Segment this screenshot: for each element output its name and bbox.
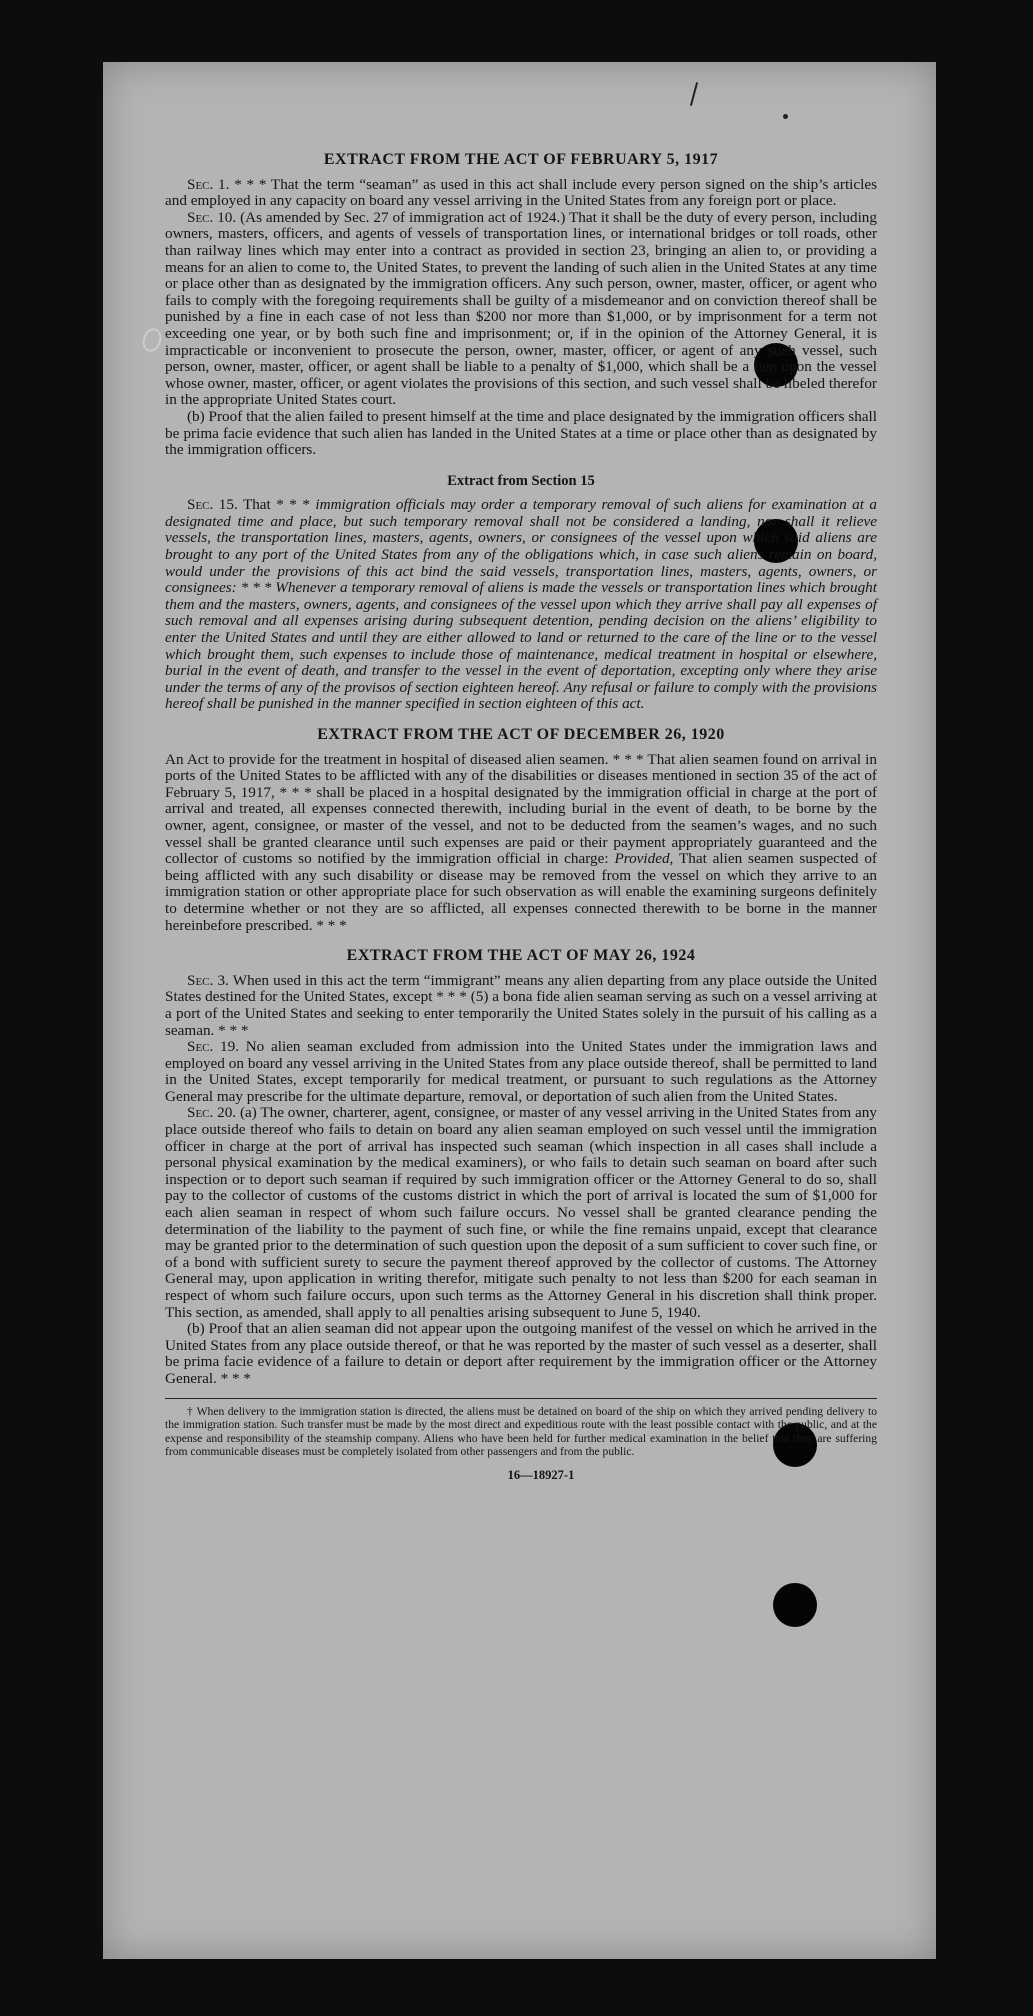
- section-text: No alien seaman excluded from admission into the United States under the immigration laws and employed on board any vessel arriving in the United States from any place outside thereof, shall be permitted to land in the United States, except temporarily for medical treatment, or pursuant to such regulations as the Attorney General may prescribe for the ultimate departure, removal, or deportation of such alien from the United States.: [165, 1038, 877, 1105]
- section-text: (As amended by Sec. 27 of immigration act of 1924.) That it shall be the duty of every person, including owners, masters, officers, and agents of vessels of transportation lines, or international bridges or toll roads, other than railway lines which may enter into a contract as provided in section 23, bringing an alien to, or providing a means for an alien to come to, the United States, to prevent the landing of such alien in the United States at any time or place other than as designated by the immigration officers. Any such person, owner, master, officer, or agent who fails to comply with the foregoing requirements shall be guilty of a misdemeanor and on conviction thereof shall be punished by a fine in each case of not less than $200 nor more than $1,000, or by imprisonment for a term not exceeding one year, or by both such fine and imprisonment; or, if in the opinion of the Attorney General, it is impracticable or inconvenient to prosecute the person, owner, master, officer, or agent of any such vessel, such person, owner, master, officer, or agent shall be liable to a penalty of $1,000, which shall be a lien upon the vessel whose owner, master, officer, or agent violates the provisions of this section, and such vessel shall be libeled therefor in the appropriate United States court.: [165, 208, 877, 409]
- document-text: [165, 148, 877, 1484]
- edge-mark: [139, 326, 164, 355]
- ink-dot: [783, 114, 788, 119]
- section-label: Sec. 10.: [187, 208, 237, 226]
- pen-mark: [690, 82, 698, 106]
- section-10-b: (b) Proof that the alien failed to present himself at the time and place designated by the immigration officers shall be prima facie evidence that such alien has landed in the United States at a time or place other than as designated by the immigration officers.: [165, 407, 877, 459]
- section-15: [165, 497, 877, 713]
- act-1920-text: [165, 752, 877, 935]
- section-19: [165, 1039, 877, 1105]
- section-text: When used in this act the term “immigrant” means any alien departing from any place outside the United States destined for the United States, except * * * (5) a bona fide alien seaman serving as such on a vessel arriving at a port of the United States and seeking to enter temporarily the United States solely in the pursuit of his calling as a seaman. * * *: [165, 971, 877, 1039]
- act-text-continued: That alien seamen suspected of being afflicted with any such disability or disease may be removed from the vessel on which they arrive to an immigration station or other appropriate place for such observation as will enable the examining surgeons definitely to determine whether or not they are so afflicted, all expenses connected therewith to be borne in the manner hereinbefore prescribed. * * *: [165, 850, 877, 934]
- section-text: immigration officials may order a temporary removal of such aliens for examination at a designated time and place, but such temporary removal shall not be considered a landing, nor shall it relieve vessels, the transportation lines, masters, agents, owners, or consignees of the vessel upon which said aliens are brought to any port of the United States from any of the obligations which, in case such aliens remain on board, would under the provisions of this act bind the said vessels, transportation lines, masters, agents, owners, or consignees: * * * Whenever a temporary removal of aliens is made the vessels or transportation lines which brought them and the masters, owners, agents, and consignees of the vessel upon which they arrive shall pay all expenses of such removal and all expenses arising during subsequent detention, pending decision on the aliens’ eligibility to enter the United States and until they are either allowed to land or returned to the care of the line or to the vessel which brought them, such expenses to include those of maintenance, medical treatment in hospital or elsewhere, burial in the event of death, and transfer to the vessel in the event of deportation, excepting only where they arise under the terms of any of the provisos of section eighteen hereof. Any refusal or failure to comply with the provisions hereof shall be punished in the manner specified in section eighteen of this act.: [165, 496, 877, 713]
- section-1: [165, 177, 877, 210]
- section-20-b: (b) Proof that an alien seaman did not appear upon the outgoing manifest of the vessel on which he arrived in the United States from any place outside thereof, or that he was reported by the master of such vessel as a deserter, shall be prima facie evidence of a failure to detain or deport after requirement by the immigration officer or the Attorney General. * * *: [165, 1320, 877, 1387]
- punch-hole: [773, 1583, 817, 1627]
- footnote: [165, 1398, 877, 1459]
- heading-act-1924: EXTRACT FROM THE ACT OF MAY 26, 1924: [346, 947, 696, 965]
- form-number: 16—18927-1: [507, 1467, 575, 1482]
- section-label: Sec. 1.: [187, 175, 230, 193]
- section-label: Sec. 19.: [187, 1038, 239, 1056]
- section-20: [165, 1105, 877, 1321]
- section-lead: That * * *: [242, 496, 310, 514]
- heading-act-1917: EXTRACT FROM THE ACT OF FEBRUARY 5, 1917: [323, 151, 719, 168]
- heading-act-1920: EXTRACT FROM THE ACT OF DECEMBER 26, 1920: [317, 726, 725, 743]
- footnote-text: † When delivery to the immigration station is directed, the aliens must be detained on board of the ship on which they arrived pending delivery to the immigration station. Such transfer must be made by the most direct and expeditious route with the least possible contact with the public, and at the expense and responsibility of the steamship company. Aliens who have been held for further medical examination in the belief that they are suffering from communicable diseases must be completely isolated from other passengers and from the public.: [165, 1404, 877, 1459]
- section-label: Sec. 3.: [187, 971, 229, 989]
- section-text: * * * That the term “seaman” as used in this act shall include every person signed on the ship’s articles and employed in any capacity on board any vessel arriving in the United States from any foreign port or place.: [165, 175, 877, 210]
- provided-word: Provided,: [614, 850, 674, 868]
- section-3: [165, 973, 877, 1039]
- section-label: Sec. 20.: [187, 1104, 237, 1122]
- heading-section-15: Extract from Section 15: [447, 472, 595, 489]
- document-page: [103, 62, 936, 1959]
- section-10: [165, 210, 877, 409]
- act-text: An Act to provide for the treatment in hospital of diseased alien seamen. * * * That alien seamen found on arrival in ports of the United States to be afflicted with any of the disabilities or diseases mentioned in section 35 of the act of February 5, 1917, * * * shall be placed in a hospital designated by the immigration official in charge at the port of arrival and treated, all expenses connected therewith, including burial in the event of death, to be borne by the owner, agent, consignee, or master of the vessel, and not to be deducted from the seamen’s wages, and no such vessel shall be granted clearance until such expenses are paid or their payment appropriately guaranteed and the collector of customs so notified by the immigration official in charge:: [165, 750, 877, 868]
- section-text: (a) The owner, charterer, agent, consignee, or master of any vessel arriving in the United States from any place outside thereof who fails to detain on board any alien seaman employed on such vessel until the immigration officer in charge at the port of arrival has inspected such seaman (which inspection in all cases shall include a personal physical examination by the medical examiners), or who fails to detain such seaman on board after such inspection or to deport such seaman if required by such immigration officer or the Attorney General to do so, shall pay to the collector of customs of the customs district in which the port of arrival is located the sum of $1,000 for each alien seaman in respect of whom such failure occurs. No vessel shall be granted clearance pending the determination of the liability to the payment of such fine, or while the fine remains unpaid, except that clearance may be granted prior to the determination of such question upon the deposit of a sum sufficient to cover such fine, or of a bond with sufficient surety to secure the payment thereof approved by the collector of customs. The Attorney General may, upon application in writing therefor, mitigate such penalty to not less than $200 for each seaman in respect of whom such failure occurs, upon such terms as the Attorney General in his discretion shall think proper. This section, as amended, shall apply to all penalties arising subsequent to June 5, 1940.: [165, 1104, 877, 1321]
- section-label: Sec. 15.: [187, 496, 238, 514]
